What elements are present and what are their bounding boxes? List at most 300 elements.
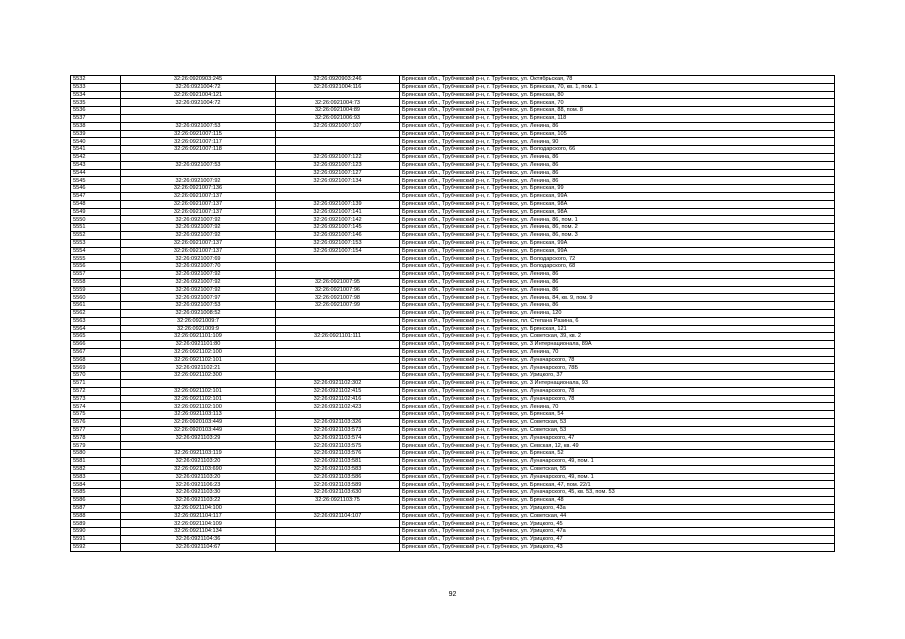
table-row	[71, 200, 835, 208]
parcel-number-cell: 32:26:0921103:22	[121, 497, 276, 505]
building-number-cell: 32:26:0921007:127	[276, 169, 400, 177]
building-number-cell: 32:26:0921102:415	[276, 387, 400, 395]
parcel-number-cell: 32:26:0921102:101	[121, 395, 276, 403]
row-number-cell: 5555	[71, 255, 121, 263]
row-number-cell: 5544	[71, 169, 121, 177]
row-number-cell: 5572	[71, 387, 121, 395]
row-number-cell: 5548	[71, 200, 121, 208]
table-row	[71, 294, 835, 302]
table-row	[71, 130, 835, 138]
parcel-number-cell: 32:26:0921102:100	[121, 348, 276, 356]
parcel-number-cell: 32:26:0921007:92	[121, 270, 276, 278]
address-cell: Брянская обл., Трубчевский р-н, г. Трубчевск, ул. Ленина, 86	[400, 270, 835, 278]
table-row	[71, 489, 835, 497]
table-row	[71, 528, 835, 536]
table-row	[71, 356, 835, 364]
building-number-cell	[276, 325, 400, 333]
parcel-number-cell: 32:26:0921104:36	[121, 536, 276, 544]
row-number-cell: 5581	[71, 458, 121, 466]
table-row	[71, 348, 835, 356]
address-cell: Брянская обл., Трубчевский р-н, г. Трубчевск, ул. Брянская, 99А	[400, 239, 835, 247]
address-cell: Брянская обл., Трубчевский р-н, г. Трубчевск, ул. Брянская, 88, пом. 8	[400, 107, 835, 115]
address-cell: Брянская обл., Трубчевский р-н, г. Трубчевск, ул. Ленина, 86	[400, 122, 835, 130]
parcel-number-cell: 32:26:0921101:80	[121, 341, 276, 349]
table-row	[71, 161, 835, 169]
row-number-cell: 5532	[71, 76, 121, 84]
building-number-cell: 32:26:0921103:575	[276, 442, 400, 450]
address-cell: Брянская обл., Трубчевский р-н, г. Трубчевск, ул. Брянская, 70, кв. 1, пом. 1	[400, 83, 835, 91]
address-cell: Брянская обл., Трубчевский р-н, г. Трубчевск, ул. Брянская, 52	[400, 450, 835, 458]
building-number-cell: 32:26:0921007:141	[276, 208, 400, 216]
row-number-cell: 5536	[71, 107, 121, 115]
parcel-number-cell	[121, 114, 276, 122]
parcel-number-cell: 32:26:0921102:101	[121, 356, 276, 364]
table-row	[71, 270, 835, 278]
table-row	[71, 192, 835, 200]
address-cell: Брянская обл., Трубчевский р-н, г. Трубчевск, ул. Ленина, 90	[400, 138, 835, 146]
parcel-number-cell: 32:26:0921103:30	[121, 489, 276, 497]
parcel-number-cell	[121, 380, 276, 388]
parcel-number-cell: 32:26:0921103:20	[121, 473, 276, 481]
row-number-cell: 5570	[71, 372, 121, 380]
table-row	[71, 263, 835, 271]
row-number-cell: 5567	[71, 348, 121, 356]
building-number-cell	[276, 309, 400, 317]
parcel-number-cell: 32:26:0921007:92	[121, 231, 276, 239]
address-cell: Брянская обл., Трубчевский р-н, г. Трубчевск, ул. Ленина, 86	[400, 161, 835, 169]
row-number-cell: 5591	[71, 536, 121, 544]
row-number-cell: 5580	[71, 450, 121, 458]
table-row	[71, 76, 835, 84]
row-number-cell: 5549	[71, 208, 121, 216]
row-number-cell: 5573	[71, 395, 121, 403]
row-number-cell: 5563	[71, 317, 121, 325]
parcel-number-cell: 32:26:0920103:449	[121, 426, 276, 434]
table-row	[71, 302, 835, 310]
row-number-cell: 5562	[71, 309, 121, 317]
parcel-number-cell: 32:26:0920903:245	[121, 76, 276, 84]
building-number-cell: 32:26:0921103:581	[276, 458, 400, 466]
row-number-cell: 5582	[71, 465, 121, 473]
building-number-cell	[276, 528, 400, 536]
table-row	[71, 153, 835, 161]
parcel-number-cell: 32:26:0921103:29	[121, 434, 276, 442]
row-number-cell: 5553	[71, 239, 121, 247]
building-number-cell: 32:26:0921007:146	[276, 231, 400, 239]
table-row	[71, 107, 835, 115]
row-number-cell: 5564	[71, 325, 121, 333]
parcel-number-cell: 32:26:0921007:92	[121, 278, 276, 286]
address-cell: Брянская обл., Трубчевский р-н, г. Трубчевск, ул. Брянская, 98А	[400, 200, 835, 208]
parcel-number-cell: 32:26:0921007:92	[121, 177, 276, 185]
address-cell: Брянская обл., Трубчевский р-н, г. Трубчевск, ул. Урицкого, 45	[400, 520, 835, 528]
address-cell: Брянская обл., Трубчевский р-н, г. Трубчевск, ул. Ленина, 120	[400, 309, 835, 317]
address-cell: Брянская обл., Трубчевский р-н, г. Трубчевск, пл. Степана Разина, 6	[400, 317, 835, 325]
parcel-number-cell: 32:26:0921009:7	[121, 317, 276, 325]
address-cell: Брянская обл., Трубчевский р-н, г. Трубчевск, ул. Ленина, 86	[400, 286, 835, 294]
parcel-number-cell: 32:26:0921007:115	[121, 130, 276, 138]
table-row	[71, 497, 835, 505]
row-number-cell: 5552	[71, 231, 121, 239]
building-number-cell: 32:26:0921007:122	[276, 153, 400, 161]
building-number-cell	[276, 504, 400, 512]
address-cell: Брянская обл., Трубчевский р-н, г. Трубчевск, ул. Брянская, 105	[400, 130, 835, 138]
parcel-number-cell: 32:26:0921007:53	[121, 161, 276, 169]
address-cell: Брянская обл., Трубчевский р-н, г. Трубчевск, ул. Брянская, 54	[400, 411, 835, 419]
row-number-cell: 5541	[71, 146, 121, 154]
row-number-cell: 5569	[71, 364, 121, 372]
table-row	[71, 543, 835, 551]
building-number-cell	[276, 341, 400, 349]
parcel-number-cell: 32:26:0921106:23	[121, 481, 276, 489]
address-cell: Брянская обл., Трубчевский р-н, г. Трубчевск, ул. Советская, 53	[400, 426, 835, 434]
table-row	[71, 450, 835, 458]
parcel-number-cell: 32:26:0921103:119	[121, 450, 276, 458]
building-number-cell: 32:26:0921103:586	[276, 473, 400, 481]
row-number-cell: 5535	[71, 99, 121, 107]
building-number-cell: 32:26:0921007:99	[276, 302, 400, 310]
building-number-cell: 32:26:0921004:73	[276, 99, 400, 107]
parcel-number-cell: 32:26:0921007:118	[121, 146, 276, 154]
table-row	[71, 364, 835, 372]
table-row	[71, 512, 835, 520]
address-cell: Брянская обл., Трубчевский р-н, г. Трубчевск, ул. 3 Интернационала, 93	[400, 380, 835, 388]
building-number-cell: 32:26:0921007:142	[276, 216, 400, 224]
row-number-cell: 5557	[71, 270, 121, 278]
parcel-number-cell: 32:26:0920103:449	[121, 419, 276, 427]
table-row	[71, 185, 835, 193]
address-cell: Брянская обл., Трубчевский р-н, г. Трубчевск, ул. Брянская, 80	[400, 91, 835, 99]
row-number-cell: 5561	[71, 302, 121, 310]
building-number-cell: 32:26:0921102:416	[276, 395, 400, 403]
address-cell: Брянская обл., Трубчевский р-н, г. Трубчевск, ул. Урицкого, 43а	[400, 504, 835, 512]
table-row	[71, 255, 835, 263]
building-number-cell	[276, 255, 400, 263]
building-number-cell: 32:26:0921101:111	[276, 333, 400, 341]
address-cell: Брянская обл., Трубчевский р-н, г. Трубчевск, ул. Севская, 12, кв. 49	[400, 442, 835, 450]
parcel-number-cell	[121, 442, 276, 450]
address-cell: Брянская обл., Трубчевский р-н, г. Трубчевск, ул. Луначарского, 78	[400, 356, 835, 364]
parcel-number-cell: 32:26:0921102:21	[121, 364, 276, 372]
table-row	[71, 83, 835, 91]
building-number-cell	[276, 192, 400, 200]
building-number-cell	[276, 185, 400, 193]
parcel-number-cell: 32:26:0921007:137	[121, 247, 276, 255]
table-row	[71, 411, 835, 419]
building-number-cell: 32:26:0921103:576	[276, 450, 400, 458]
address-cell: Брянская обл., Трубчевский р-н, г. Трубчевск, ул. Ленина, 86	[400, 169, 835, 177]
building-number-cell: 32:26:0921007:139	[276, 200, 400, 208]
address-cell: Брянская обл., Трубчевский р-н, г. Трубчевск, ул. Брянская, 70	[400, 99, 835, 107]
address-cell: Брянская обл., Трубчевский р-н, г. Трубчевск, ул. Ленина, 86, пом. 2	[400, 224, 835, 232]
parcel-number-cell: 32:26:0921007:92	[121, 224, 276, 232]
parcel-number-cell: 32:26:0921007:117	[121, 138, 276, 146]
table-row	[71, 99, 835, 107]
building-number-cell: 32:26:0921007:134	[276, 177, 400, 185]
table-row	[71, 372, 835, 380]
parcel-number-cell	[121, 153, 276, 161]
building-number-cell: 32:26:0921004:89	[276, 107, 400, 115]
building-number-cell: 32:26:0921006:93	[276, 114, 400, 122]
table-row	[71, 434, 835, 442]
building-number-cell	[276, 91, 400, 99]
table-row	[71, 247, 835, 255]
address-cell: Брянская обл., Трубчевский р-н, г. Трубчевск, ул. Советская, 44	[400, 512, 835, 520]
row-number-cell: 5577	[71, 426, 121, 434]
building-number-cell	[276, 130, 400, 138]
address-cell: Брянская обл., Трубчевский р-н, г. Трубчевск, ул. Луначарского, 47	[400, 434, 835, 442]
table-row	[71, 91, 835, 99]
building-number-cell	[276, 364, 400, 372]
row-number-cell: 5537	[71, 114, 121, 122]
table-row	[71, 536, 835, 544]
row-number-cell: 5546	[71, 185, 121, 193]
address-cell: Брянская обл., Трубчевский р-н, г. Трубчевск, ул. Урицкого, 47	[400, 536, 835, 544]
parcel-number-cell	[121, 169, 276, 177]
parcel-number-cell: 32:26:0921004:72	[121, 83, 276, 91]
parcel-number-cell: 32:26:0921007:97	[121, 294, 276, 302]
row-number-cell: 5545	[71, 177, 121, 185]
row-number-cell: 5584	[71, 481, 121, 489]
row-number-cell: 5574	[71, 403, 121, 411]
table-row	[71, 122, 835, 130]
address-cell: Брянская обл., Трубчевский р-н, г. Трубчевск, ул. Ленина, 86	[400, 278, 835, 286]
parcel-number-cell: 32:26:0921103:113	[121, 411, 276, 419]
address-cell: Брянская обл., Трубчевский р-н, г. Трубчевск, ул. Брянская, 99А	[400, 247, 835, 255]
address-cell: Брянская обл., Трубчевский р-н, г. Трубчевск, ул. Луначарского, 78Б	[400, 364, 835, 372]
table-row	[71, 317, 835, 325]
parcel-number-cell: 32:26:0921104:117	[121, 512, 276, 520]
address-cell: Брянская обл., Трубчевский р-н, г. Трубчевск, ул. Ленина, 86, пом. 1	[400, 216, 835, 224]
building-number-cell: 32:26:0921007:95	[276, 278, 400, 286]
table-row	[71, 114, 835, 122]
parcel-number-cell: 32:26:0921008:52	[121, 309, 276, 317]
address-cell: Брянская обл., Трубчевский р-н, г. Трубчевск, ул. Брянская, 99А	[400, 192, 835, 200]
row-number-cell: 5558	[71, 278, 121, 286]
row-number-cell: 5579	[71, 442, 121, 450]
parcel-number-cell	[121, 107, 276, 115]
row-number-cell: 5542	[71, 153, 121, 161]
row-number-cell: 5578	[71, 434, 121, 442]
parcel-number-cell: 32:26:0921104:109	[121, 520, 276, 528]
address-cell: Брянская обл., Трубчевский р-н, г. Трубчевск, ул. Ленина, 86	[400, 177, 835, 185]
table-row	[71, 231, 835, 239]
building-number-cell: 32:26:0921007:107	[276, 122, 400, 130]
row-number-cell: 5559	[71, 286, 121, 294]
address-cell: Брянская обл., Трубчевский р-н, г. Трубчевск, ул. Ленина, 70	[400, 403, 835, 411]
table-row	[71, 473, 835, 481]
parcel-number-cell: 32:26:0921009:9	[121, 325, 276, 333]
address-cell: Брянская обл., Трубчевский р-н, г. Трубчевск, ул. Советская, 53	[400, 419, 835, 427]
parcel-number-cell: 32:26:0921102:300	[121, 372, 276, 380]
parcel-number-cell: 32:26:0921104:67	[121, 543, 276, 551]
building-number-cell: 32:26:0921103:574	[276, 434, 400, 442]
address-cell: Брянская обл., Трубчевский р-н, г. Трубчевск, ул. Брянская, 98А	[400, 208, 835, 216]
row-number-cell: 5534	[71, 91, 121, 99]
table-row	[71, 380, 835, 388]
table-row	[71, 138, 835, 146]
table-row	[71, 395, 835, 403]
building-number-cell	[276, 536, 400, 544]
parcel-number-cell: 32:26:0921004:121	[121, 91, 276, 99]
table-row	[71, 442, 835, 450]
building-number-cell	[276, 356, 400, 364]
parcel-number-cell: 32:26:0921103:690	[121, 465, 276, 473]
building-number-cell: 32:26:0921007:96	[276, 286, 400, 294]
row-number-cell: 5583	[71, 473, 121, 481]
parcel-number-cell: 32:26:0921007:137	[121, 192, 276, 200]
building-number-cell: 32:26:0921102:302	[276, 380, 400, 388]
row-number-cell: 5550	[71, 216, 121, 224]
table-row	[71, 177, 835, 185]
row-number-cell: 5568	[71, 356, 121, 364]
parcel-number-cell: 32:26:0921007:137	[121, 208, 276, 216]
building-number-cell: 32:26:0921007:153	[276, 239, 400, 247]
table-row	[71, 278, 835, 286]
address-cell: Брянская обл., Трубчевский р-н, г. Трубчевск, ул. Луначарского, 45, кв. 53, пом. 53	[400, 489, 835, 497]
address-cell: Брянская обл., Трубчевский р-н, г. Трубчевск, ул. Урицкого, 47а	[400, 528, 835, 536]
row-number-cell: 5565	[71, 333, 121, 341]
table-row	[71, 458, 835, 466]
address-cell: Брянская обл., Трубчевский р-н, г. Трубчевск, ул. Брянская, 48	[400, 497, 835, 505]
row-number-cell: 5586	[71, 497, 121, 505]
table-row	[71, 403, 835, 411]
row-number-cell: 5551	[71, 224, 121, 232]
row-number-cell: 5560	[71, 294, 121, 302]
address-cell: Брянская обл., Трубчевский р-н, г. Трубчевск, ул. Октябрьская, 78	[400, 76, 835, 84]
building-number-cell	[276, 138, 400, 146]
building-number-cell: 32:26:0921007:154	[276, 247, 400, 255]
address-cell: Брянская обл., Трубчевский р-н, г. Трубчевск, ул. Ленина, 86	[400, 302, 835, 310]
table-row	[71, 333, 835, 341]
parcel-number-cell: 32:26:0921007:69	[121, 255, 276, 263]
row-number-cell: 5585	[71, 489, 121, 497]
table-row	[71, 387, 835, 395]
table-row	[71, 481, 835, 489]
table-row	[71, 520, 835, 528]
parcel-number-cell: 32:26:0921007:137	[121, 239, 276, 247]
table-row	[71, 465, 835, 473]
row-number-cell: 5590	[71, 528, 121, 536]
address-cell: Брянская обл., Трубчевский р-н, г. Трубчевск, ул. Брянская, 118	[400, 114, 835, 122]
parcel-number-cell: 32:26:0921007:53	[121, 302, 276, 310]
address-cell: Брянская обл., Трубчевский р-н, г. Трубчевск, ул. Брянская, 121	[400, 325, 835, 333]
address-cell: Брянская обл., Трубчевский р-н, г. Трубчевск, ул. 3 Интернационала, 89А	[400, 341, 835, 349]
building-number-cell	[276, 270, 400, 278]
building-number-cell: 32:26:0921103:583	[276, 465, 400, 473]
building-number-cell: 32:26:0921004:116	[276, 83, 400, 91]
row-number-cell: 5587	[71, 504, 121, 512]
table-row	[71, 224, 835, 232]
parcel-number-cell: 32:26:0921007:70	[121, 263, 276, 271]
row-number-cell: 5571	[71, 380, 121, 388]
parcel-number-cell: 32:26:0921007:136	[121, 185, 276, 193]
registry-table-body	[71, 76, 835, 552]
building-number-cell: 32:26:0921007:98	[276, 294, 400, 302]
page-number: 92	[448, 591, 457, 598]
building-number-cell	[276, 263, 400, 271]
building-number-cell: 32:26:0921104:107	[276, 512, 400, 520]
building-number-cell: 32:26:0921103:326	[276, 419, 400, 427]
address-cell: Брянская обл., Трубчевский р-н, г. Трубчевск, ул. Ленина, 70	[400, 348, 835, 356]
parcel-number-cell: 32:26:0921104:134	[121, 528, 276, 536]
address-cell: Брянская обл., Трубчевский р-н, г. Трубчевск, ул. Брянская, 47, пом. 22/1	[400, 481, 835, 489]
address-cell: Брянская обл., Трубчевский р-н, г. Трубчевск, ул. Володарского, 68	[400, 263, 835, 271]
parcel-number-cell: 32:26:0921007:53	[121, 122, 276, 130]
address-cell: Брянская обл., Трубчевский р-н, г. Трубчевск, ул. Луначарского, 49, пом. 1	[400, 473, 835, 481]
address-cell: Брянская обл., Трубчевский р-н, г. Трубчевск, ул. Урицкого, 43	[400, 543, 835, 551]
row-number-cell: 5575	[71, 411, 121, 419]
row-number-cell: 5592	[71, 543, 121, 551]
table-row	[71, 208, 835, 216]
table-row	[71, 504, 835, 512]
parcel-number-cell: 32:26:0921004:72	[121, 99, 276, 107]
table-row	[71, 216, 835, 224]
table-row	[71, 426, 835, 434]
address-cell: Брянская обл., Трубчевский р-н, г. Трубчевск, ул. Володарского, 72	[400, 255, 835, 263]
row-number-cell: 5554	[71, 247, 121, 255]
table-row	[71, 239, 835, 247]
building-number-cell: 32:26:0920903:246	[276, 76, 400, 84]
building-number-cell: 32:26:0921007:145	[276, 224, 400, 232]
parcel-number-cell: 32:26:0921007:92	[121, 216, 276, 224]
address-cell: Брянская обл., Трубчевский р-н, г. Трубчевск, ул. Ленина, 86	[400, 153, 835, 161]
row-number-cell: 5589	[71, 520, 121, 528]
table-row	[71, 325, 835, 333]
parcel-number-cell: 32:26:0921007:92	[121, 286, 276, 294]
building-number-cell: 32:26:0921102:423	[276, 403, 400, 411]
parcel-number-cell: 32:26:0921102:100	[121, 403, 276, 411]
parcel-number-cell: 32:26:0921102:101	[121, 387, 276, 395]
building-number-cell	[276, 372, 400, 380]
address-cell: Брянская обл., Трубчевский р-н, г. Трубчевск, ул. Володарского, 66	[400, 146, 835, 154]
row-number-cell: 5539	[71, 130, 121, 138]
building-number-cell: 32:26:0921103:630	[276, 489, 400, 497]
registry-table	[70, 75, 835, 552]
table-row	[71, 146, 835, 154]
building-number-cell	[276, 520, 400, 528]
row-number-cell: 5543	[71, 161, 121, 169]
building-number-cell	[276, 146, 400, 154]
row-number-cell: 5576	[71, 419, 121, 427]
parcel-number-cell: 32:26:0921007:137	[121, 200, 276, 208]
row-number-cell: 5538	[71, 122, 121, 130]
row-number-cell: 5533	[71, 83, 121, 91]
table-row	[71, 341, 835, 349]
address-cell: Брянская обл., Трубчевский р-н, г. Трубчевск, ул. Ленина, 84, кв. 9, пом. 9	[400, 294, 835, 302]
parcel-number-cell: 32:26:0921103:20	[121, 458, 276, 466]
row-number-cell: 5566	[71, 341, 121, 349]
row-number-cell: 5547	[71, 192, 121, 200]
building-number-cell	[276, 411, 400, 419]
parcel-number-cell: 32:26:0921104:100	[121, 504, 276, 512]
address-cell: Брянская обл., Трубчевский р-н, г. Трубчевск, ул. Советская, 55	[400, 465, 835, 473]
building-number-cell: 32:26:0921103:75	[276, 497, 400, 505]
table-row	[71, 169, 835, 177]
building-number-cell: 32:26:0921103:589	[276, 481, 400, 489]
building-number-cell	[276, 317, 400, 325]
row-number-cell: 5556	[71, 263, 121, 271]
address-cell: Брянская обл., Трубчевский р-н, г. Трубчевск, ул. Луначарского, 49, пом. 1	[400, 458, 835, 466]
address-cell: Брянская обл., Трубчевский р-н, г. Трубчевск, ул. Луначарского, 78	[400, 387, 835, 395]
building-number-cell: 32:26:0921103:573	[276, 426, 400, 434]
parcel-number-cell: 32:26:0921101:109	[121, 333, 276, 341]
row-number-cell: 5588	[71, 512, 121, 520]
building-number-cell: 32:26:0921007:123	[276, 161, 400, 169]
building-number-cell	[276, 543, 400, 551]
address-cell: Брянская обл., Трубчевский р-н, г. Трубчевск, ул. Луначарского, 78	[400, 395, 835, 403]
row-number-cell: 5540	[71, 138, 121, 146]
